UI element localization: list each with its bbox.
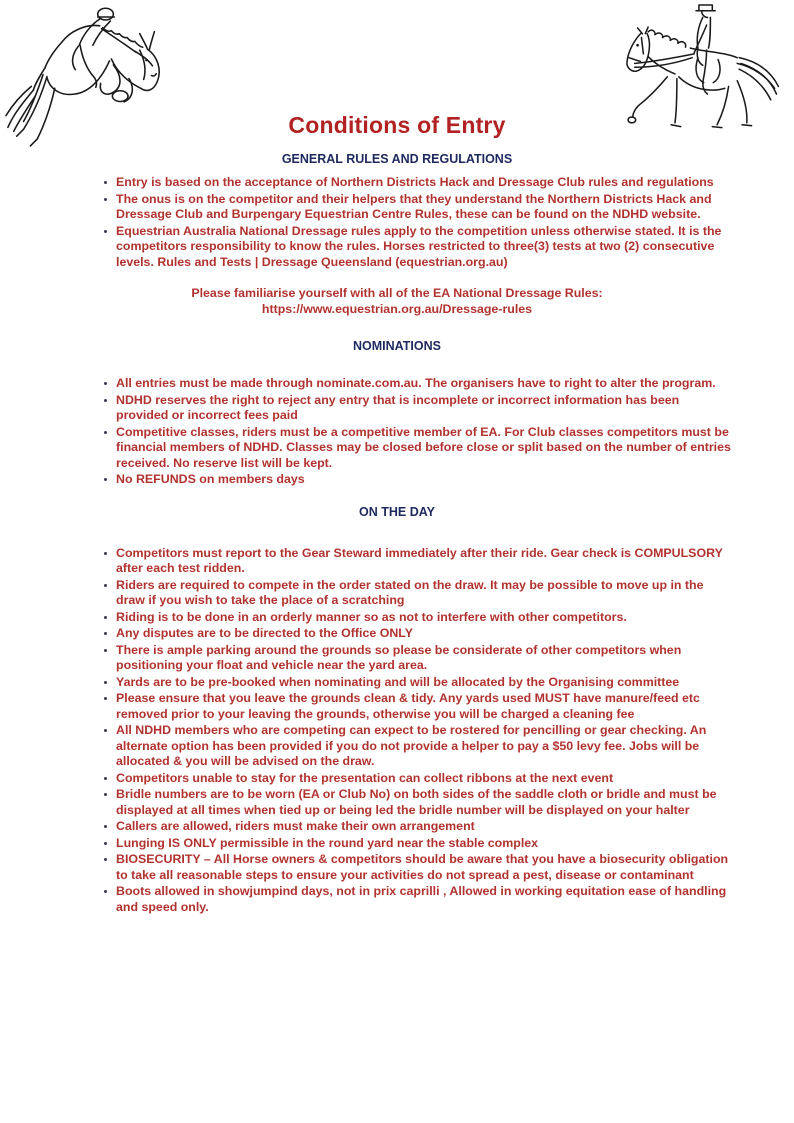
dressage-rules-url[interactable]: https://www.equestrian.org.au/Dressage-rules [261,301,533,316]
page-title: Conditions of Entry [288,112,506,138]
list-item: Riding is to be done in an orderly manner so as not to interfere with other competitors. [103,610,732,626]
list-item: Lunging IS ONLY permissible in the round yard near the stable complex [103,836,732,852]
list-item: No REFUNDS on members days [103,472,732,488]
dressage-horse-illustration [606,2,788,144]
list-item: There is ample parking around the grounds so please be considerate of other competitors when positioning your float and vehicle near the yard area. [103,643,732,674]
list-item: Any disputes are to be directed to the Office ONLY [103,626,732,642]
list-item: Competitors must report to the Gear Steward immediately after their ride. Gear check is COMPULSORY after each test ridden. [103,546,732,577]
list-item: Equestrian Australia National Dressage rules apply to the competition unless otherwise stated. It is the competitors responsibility to know the rules. Horses restricted to three(3) tests at two (2) consecutive levels. Rules and Tests | Dressage Queensland (equestrian.org.au) [103,224,732,271]
list-item: BIOSECURITY – All Horse owners & competitors should be aware that you have a biosecurity obligation to take all reasonable steps to ensure your activities do not spread a pest, disease or contaminant [103,852,732,883]
notice-text: Please familiarise yourself with all of the EA National Dressage Rules: [191,286,603,300]
on-the-day-list [103,546,732,916]
list-item: The onus is on the competitor and their helpers that they understand the Northern Districts Hack and Dressage Club and Burpengary Equestrian Centre Rules, these can be found on the NDHD website. [103,192,732,223]
showjumping-horse-icon [4,4,170,156]
list-item: NDHD reserves the right to reject any entry that is incomplete or incorrect information has been provided or incorrect fees paid [103,393,732,424]
list-item: All entries must be made through nominate.com.au. The organisers have to right to alter the program. [103,376,732,392]
list-item: Yards are to be pre-booked when nominating and will be allocated by the Organising committee [103,675,732,691]
list-item: Bridle numbers are to be worn (EA or Club No) on both sides of the saddle cloth or bridle and must be displayed at all times when tied up or being led the bridle number will be displayed on your halter [103,787,732,818]
list-item: Boots allowed in showjumpind days, not in prix caprilli , Allowed in working equitation ease of handling and speed only. [103,884,732,915]
section-heading-on-the-day: ON THE DAY [359,504,435,519]
section-heading-nominations: NOMINATIONS [353,339,441,353]
dressage-horse-icon [606,2,788,144]
list-item: Competitive classes, riders must be a competitive member of EA. For Club classes competitors must be financial members of NDHD. Classes may be closed before close or split based on the number of entries received. No reserve list will be kept. [103,425,732,472]
showjumping-horse-illustration [4,4,170,156]
list-item: Riders are required to compete in the order stated on the draw. It may be possible to move up in the draw if you wish to take the place of a scratching [103,578,732,609]
list-item: Entry is based on the acceptance of Northern Districts Hack and Dressage Club rules and regulations [103,175,732,191]
nominations-list [103,376,732,488]
section-heading-general-rules: GENERAL RULES AND REGULATIONS [281,152,513,166]
general-rules-list [103,175,732,270]
dressage-rules-notice [0,286,794,317]
list-item: Callers are allowed, riders must make their own arrangement [103,819,732,835]
list-item: Please ensure that you leave the grounds clean & tidy. Any yards used MUST have manure/feed etc removed prior to your leaving the grounds, otherwise you will be charged a cleaning fee [103,691,732,722]
list-item: All NDHD members who are competing can expect to be rostered for pencilling or gear checking. An alternate option has been provided if you do not provide a helper to pay a $50 levy fee. Jobs will be allocated & you will be advised on the draw. [103,723,732,770]
list-item: Competitors unable to stay for the presentation can collect ribbons at the next event [103,771,732,787]
